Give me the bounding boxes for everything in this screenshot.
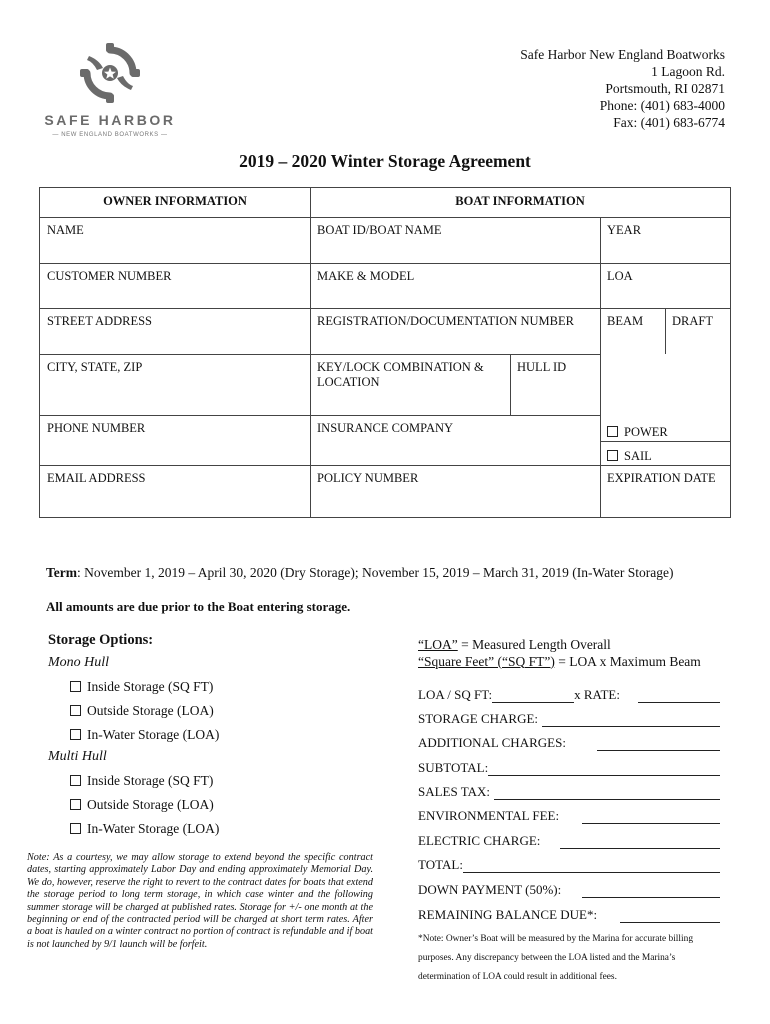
checkbox-icon [70,681,81,692]
checkbox-icon [70,823,81,834]
term-text: : November 1, 2019 – April 30, 2020 (Dry Storage); November 15, 2019 – March 31, 2019 (In-Water Storage) [77,565,674,580]
electric-charge-input[interactable] [560,836,720,849]
insurance-company-field[interactable]: INSURANCE COMPANY [317,421,454,435]
loa-sqft-label: LOA / SQ FT: [418,687,493,702]
mono-hull-heading: Mono Hull [48,655,110,670]
additional-charges-line [418,735,720,751]
table-divider [40,263,730,264]
multi-outside-storage-checkbox[interactable] [70,797,214,813]
checkbox-icon [607,450,618,461]
storage-charge-line [418,711,720,727]
loa-definition [418,637,701,654]
sqft-def-text: = LOA x Maximum Beam [554,653,701,669]
storage-options-title: Storage Options: [48,632,154,648]
remaining-balance-label: REMAINING BALANCE DUE*: [418,907,598,922]
name-field[interactable]: NAME [47,223,84,237]
expiration-date-field[interactable]: EXPIRATION DATE [607,471,716,485]
boat-info-header: BOAT INFORMATION [455,194,585,208]
option-label: Outside Storage (LOA) [87,703,214,718]
subtotal-input[interactable] [488,763,720,776]
city-state-zip-field[interactable]: CITY, STATE, ZIP [47,360,143,374]
down-payment-line [418,882,720,898]
checkbox-icon [70,775,81,786]
address-line-city: Portsmouth, RI 02871 [605,81,725,96]
storage-charge-label: STORAGE CHARGE: [418,711,539,726]
down-payment-input[interactable] [582,885,720,898]
sales-tax-label: SALES TAX: [418,784,491,799]
sales-tax-input[interactable] [494,787,720,800]
power-label: POWER [624,425,668,439]
loa-field[interactable]: LOA [607,269,633,283]
info-table [39,187,731,518]
beam-field[interactable]: BEAM [607,314,644,328]
subtotal-line [418,760,720,776]
key-lock-field[interactable]: KEY/LOCK COMBINATION & LOCATION [317,360,484,389]
hull-id-field[interactable]: HULL ID [517,360,567,374]
multi-in-water-storage-checkbox[interactable] [70,821,219,837]
remaining-balance-line [418,907,720,923]
sail-label: SAIL [624,449,652,463]
term-label: Term [46,565,77,580]
address-line-street: 1 Lagoon Rd. [651,64,725,79]
loa-term: “LOA” [418,637,458,652]
total-label: TOTAL: [418,857,463,872]
loa-sqft-input[interactable] [492,690,574,703]
logo-subtitle: — NEW ENGLAND BOATWORKS — [52,132,168,138]
power-checkbox[interactable] [600,421,675,444]
safe-harbor-logo [40,42,180,138]
address-line-phone: Phone: (401) 683-4000 [599,98,725,113]
sqft-definition [418,654,701,671]
environmental-fee-line [418,808,720,824]
email-address-field[interactable]: EMAIL ADDRESS [47,471,146,485]
owner-info-header: OWNER INFORMATION [103,194,247,208]
rate-label: x RATE: [574,687,620,702]
option-label: In-Water Storage (LOA) [87,727,220,742]
anchor-wheel-icon [79,42,141,104]
sales-tax-line [418,784,720,800]
make-model-field[interactable]: MAKE & MODEL [317,269,415,283]
option-label: Inside Storage (SQ FT) [87,773,214,788]
additional-charges-label: ADDITIONAL CHARGES: [418,735,566,750]
multi-inside-storage-checkbox[interactable] [70,773,213,789]
logo-name: SAFE HARBOR [44,112,176,128]
rate-input[interactable] [638,690,720,703]
registration-field[interactable]: REGISTRATION/DOCUMENTATION NUMBER [317,314,574,328]
address-line-fax: Fax: (401) 683-6774 [613,115,725,130]
customer-number-field[interactable]: CUSTOMER NUMBER [47,269,172,283]
loa-def-text: = Measured Length Overall [457,637,611,652]
subtotal-label: SUBTOTAL: [418,760,489,775]
measurement-footnote: *Note: Owner’s Boat will be measured by the Marina for accurate billing purposes. Any discrepancy between the LOA listed and the Marina’s determination of LOA could result in additional fees. [418,934,694,982]
definitions [418,637,701,670]
courtesy-note: Note: As a courtesy, we may allow storage to extend beyond the specific contract dates, starting approximately Labor Day and ending approximately Memorial Day. We do, however, reserve the right to revert to the contract dates for boats that extend the storage period to long term storage, in which case winter and the following summer storage will be charged at published rates. Storage for +/- one month at the beginning or end of the contracted period will be charged at short term rates. After a boat is hauled on a winter contract no portion of contract is refundable and if boat is not launched by 9/1 launch will be forfeit. [27,852,373,950]
sqft-term: “Square Feet” (“SQ FT”) [418,653,555,669]
down-payment-label: DOWN PAYMENT (50%): [418,882,562,897]
mono-inside-storage-checkbox[interactable] [70,679,213,695]
electric-charge-label: ELECTRIC CHARGE: [418,833,541,848]
checkbox-icon [70,799,81,810]
mono-outside-storage-checkbox[interactable] [70,703,214,719]
electric-charge-line [418,833,720,849]
checkbox-icon [70,705,81,716]
total-line [418,857,720,873]
boat-id-field[interactable]: BOAT ID/BOAT NAME [317,223,442,237]
storage-charge-input[interactable] [542,714,720,727]
checkbox-icon [70,729,81,740]
loa-sqft-rate-line [418,687,720,703]
table-divider [40,415,600,416]
total-input[interactable] [463,860,720,873]
policy-number-field[interactable]: POLICY NUMBER [317,471,419,485]
option-label: Inside Storage (SQ FT) [87,679,214,694]
mono-in-water-storage-checkbox[interactable] [70,727,219,743]
additional-charges-input[interactable] [597,738,720,751]
page-title: 2019 – 2020 Winter Storage Agreement [239,151,531,171]
address-line-company: Safe Harbor New England Boatworks [520,47,725,62]
table-divider [40,308,730,309]
environmental-fee-input[interactable] [582,811,720,824]
environmental-fee-label: ENVIRONMENTAL FEE: [418,808,560,823]
sail-checkbox[interactable] [600,445,659,468]
street-address-field[interactable]: STREET ADDRESS [47,314,152,328]
option-label: In-Water Storage (LOA) [87,821,220,836]
table-divider [40,217,730,218]
table-divider [40,354,600,355]
phone-number-field[interactable]: PHONE NUMBER [47,421,146,435]
remaining-balance-input[interactable] [620,910,720,923]
company-address [520,46,725,131]
draft-field[interactable]: DRAFT [672,314,713,328]
due-notice: All amounts are due prior to the Boat entering storage. [46,599,351,614]
multi-hull-heading: Multi Hull [48,749,107,764]
checkbox-icon [607,426,618,437]
option-label: Outside Storage (LOA) [87,797,214,812]
year-field[interactable]: YEAR [607,223,642,237]
term-line [46,565,674,581]
